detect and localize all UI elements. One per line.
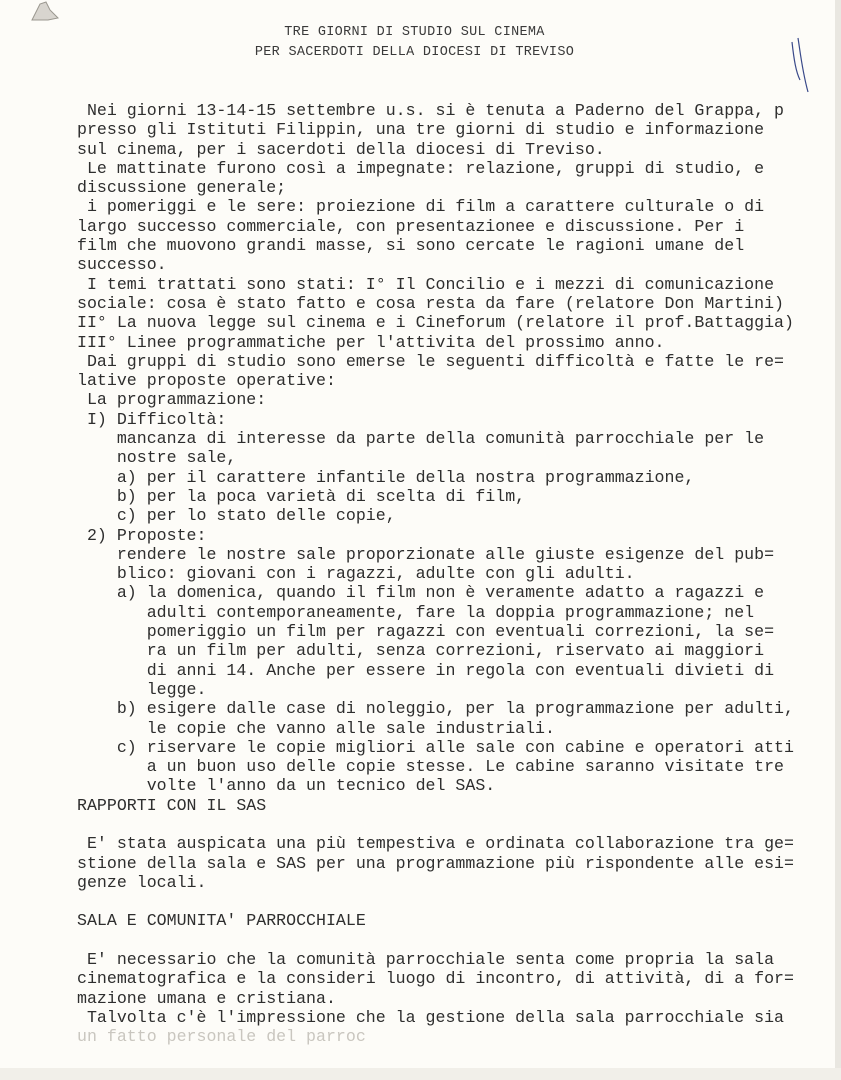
text-line: blico: giovani con i ragazzi, adulte con gli adulti.: [77, 564, 635, 584]
text-line: presso gli Istituti Filippin, una tre giorni di studio e informazione: [77, 120, 765, 140]
document-title-line-1: TRE GIORNI DI STUDIO SUL CINEMA: [284, 25, 545, 40]
text-line: pomeriggio un film per ragazzi con eventuali correzioni, la se=: [77, 622, 775, 642]
text-line: La programmazione:: [77, 390, 267, 410]
text-line: a un buon uso delle copie stesse. Le cabine saranno visitate tre: [77, 757, 785, 777]
text-line: Le mattinate furono così a impegnate: relazione, gruppi di studio, e: [77, 158, 765, 178]
text-line: mancanza di interesse da parte della comunità parrocchiale per le: [77, 429, 765, 449]
text-line: a) per il carattere infantile della nostra programmazione,: [77, 467, 695, 487]
text-line: c) per lo stato delle copie,: [77, 506, 396, 526]
text-line: successo.: [77, 255, 167, 275]
handwritten-mark: [780, 30, 820, 100]
text-line: discussione generale;: [77, 178, 287, 198]
text-line: I temi trattati sono stati: I° Il Concilio e i mezzi di comunicazione: [77, 274, 775, 294]
text-line: lative proposte operative:: [77, 371, 336, 391]
text-line: sul cinema, per i sacerdoti della diocesi di Treviso.: [77, 139, 605, 159]
text-line: [77, 892, 794, 911]
text-line: E' necessario che la comunità parrocchiale senta come propria la sala: [77, 950, 775, 970]
faint-show-through-line: un fatto personale del parroc: [77, 1027, 366, 1047]
text-line: Dai gruppi di studio sono emerse le seguenti difficoltà e fatte le re=: [77, 351, 785, 371]
text-line: rendere le nostre sale proporzionate alle giuste esigenze del pub=: [77, 544, 775, 564]
text-line: genze locali.: [77, 872, 207, 892]
text-line: mazione umana e cristiana.: [77, 988, 336, 1008]
text-line: [77, 931, 794, 950]
text-line: film che muovono grandi masse, si sono cercate le ragioni umane del: [77, 236, 745, 256]
text-line: b) esigere dalle case di noleggio, per la programmazione per adulti,: [77, 699, 794, 719]
text-line: di anni 14. Anche per essere in regola con eventuali divieti di: [77, 660, 775, 680]
text-line: a) la domenica, quando il film non è veramente adatto a ragazzi e: [77, 583, 765, 603]
text-line: I) Difficoltà:: [77, 409, 227, 429]
page-bottom-edge: [0, 1068, 841, 1080]
text-line: 2) Proposte:: [77, 525, 207, 545]
page-edge: [835, 0, 841, 1080]
text-line: RAPPORTI CON IL SAS: [77, 795, 267, 815]
text-line: largo successo commerciale, con presentazionee e discussione. Per i: [77, 216, 745, 236]
document-title-line-2: PER SACERDOTI DELLA DIOCESI DI TREVISO: [254, 45, 575, 60]
text-line: le copie che vanno alle sale industriali.: [77, 718, 555, 738]
text-line: Nei giorni 13-14-15 settembre u.s. si è tenuta a Paderno del Grappa, p: [77, 101, 785, 120]
text-line: II° La nuova legge sul cinema e i Cineforum (relatore il prof.Battaggia): [77, 313, 794, 333]
text-line: adulti contemporaneamente, fare la doppia programmazione; nel: [77, 602, 755, 622]
text-line: i pomeriggi e le sere: proiezione di film a carattere culturale o di: [77, 197, 765, 217]
text-line: c) riservare le copie migliori alle sale con cabine e operatori atti: [77, 737, 794, 757]
text-line: E' stata auspicata una più tempestiva e ordinata collaborazione tra ge=: [77, 834, 794, 854]
text-line: b) per la poca varietà di scelta di film,: [77, 486, 526, 506]
text-line: legge.: [77, 679, 207, 699]
text-line: III° Linee programmatiche per l'attivita del prossimo anno.: [77, 332, 665, 352]
text-line: stione della sala e SAS per una programmazione più rispondente alle esi=: [77, 853, 794, 873]
text-line: SALA E COMUNITA' PARROCCHIALE: [77, 911, 366, 931]
text-line: ra un film per adulti, senza correzioni, riservato ai maggiori: [77, 641, 765, 661]
text-line: [77, 815, 794, 834]
text-line: nostre sale,: [77, 448, 237, 468]
text-line: Talvolta c'è l'impressione che la gestione della sala parrocchiale sia: [77, 1007, 785, 1027]
ink-blot-mark: [28, 0, 62, 24]
document-body: [77, 101, 794, 1047]
text-line: sociale: cosa è stato fatto e cosa resta da fare (relatore Don Martini): [77, 293, 785, 313]
text-line: volte l'anno da un tecnico del SAS.: [77, 776, 496, 796]
text-line: cinematografica e la consideri luogo di incontro, di attività, di a for=: [77, 969, 794, 989]
